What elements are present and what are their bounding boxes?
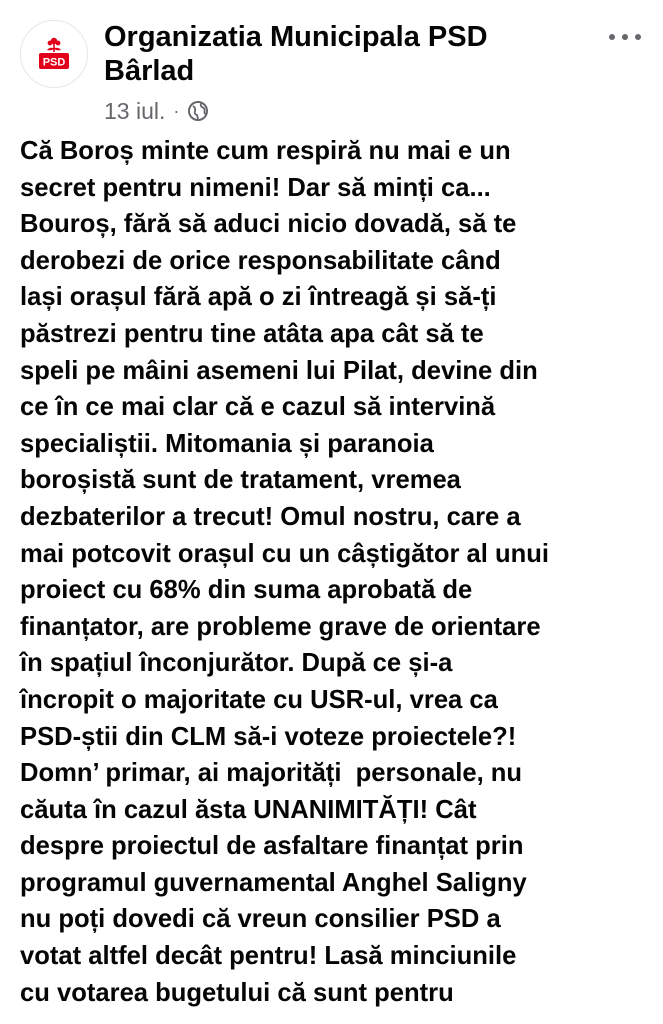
psd-logo-icon — [21, 21, 87, 87]
page-name[interactable]: Organizatia Municipala PSD Bârlad — [104, 21, 488, 87]
post-header — [0, 0, 663, 130]
post-body-line: mai potcovit orașul cu un câștigător al unui — [20, 539, 550, 568]
post-body-line: derobezi de orice responsabilitate când — [20, 246, 501, 275]
avatar-label: PSD — [42, 56, 66, 69]
post-body-line: secret pentru nimeni! Dar să minți ca... — [20, 173, 491, 202]
post-body-line: încropit o majoritate cu USR-ul, vrea ca — [20, 685, 498, 714]
post-body-line: specialiștii. Mitomania și paranoia — [20, 429, 434, 458]
post-body-line: speli pe mâini asemeni lui Pilat, devine din — [20, 356, 538, 385]
more-horizontal-icon — [622, 34, 628, 40]
post-body — [20, 133, 650, 1011]
more-horizontal-icon — [635, 34, 641, 40]
post-body-line: PSD-știi din CLM să-i voteze proiectele?! — [20, 722, 517, 751]
post-body-line: nu poți dovedi că vreun consilier PSD a — [20, 905, 501, 934]
post-body-line: cu votarea bugetului că sunt pentru — [20, 978, 454, 1007]
globe-icon[interactable] — [187, 100, 209, 122]
post-body-line: dezbaterilor a trecut! Omul nostru, care a — [20, 502, 521, 531]
post-body-line: Că Boroș minte cum respiră nu mai e un — [20, 137, 511, 165]
more-options-button[interactable] — [609, 30, 641, 44]
post-body-line: ce în ce mai clar că e cazul să intervină — [20, 393, 496, 422]
post-body-line: în spațiul înconjurător. După ce și-a — [20, 649, 453, 678]
page-avatar[interactable] — [20, 20, 88, 88]
post-body-line: lași orașul fără apă o zi întreagă și să-ți — [20, 283, 497, 312]
post-body-line: programul guvernamental Anghel Saligny — [20, 868, 527, 897]
post-date[interactable]: 13 iul. — [104, 97, 166, 124]
post-body-line: despre proiectul de asfaltare finanțat prin — [20, 832, 524, 861]
meta-separator: · — [173, 101, 180, 121]
post-body-line: votat altfel decât pentru! Lasă minciunile — [20, 942, 517, 971]
post-body-line: Bouroș, fără să aduci nicio dovadă, să te — [20, 210, 517, 239]
post-body-line: păstrezi pentru tine atâta apa cât să te — [20, 319, 484, 348]
more-horizontal-icon — [609, 34, 615, 40]
post-body-line: finanțator, are probleme grave de orientare — [20, 612, 541, 641]
post-body-line: boroșistă sunt de tratament, vremea — [20, 466, 461, 495]
post-body-line: căuta în cazul ăsta UNANIMITĂȚI! Cât — [20, 795, 477, 824]
post-body-line: proiect cu 68% din suma aprobată de — [20, 576, 473, 605]
post-meta — [104, 94, 209, 128]
post-body-line: Domn’ primar, ai majorități personale, nu — [20, 759, 523, 788]
